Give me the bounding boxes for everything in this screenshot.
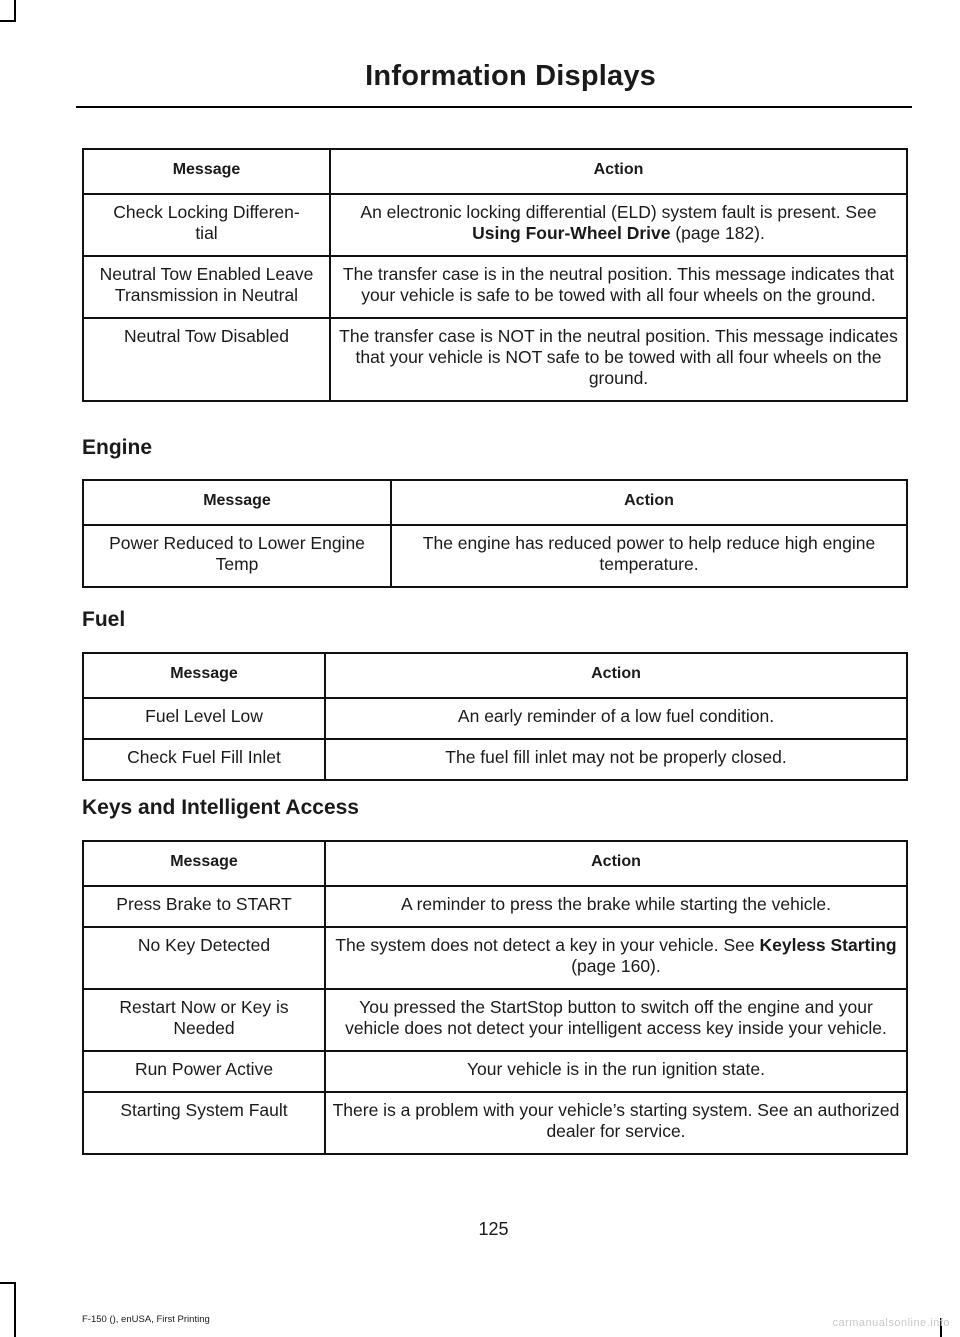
section-heading-keys: Keys and Intelligent Access [82, 796, 359, 819]
action-cell: There is a problem with your vehicle’s starting system. See an authorized dealer for service. [325, 1092, 907, 1154]
crop-mark-top-left-h [0, 20, 16, 22]
page-number: 125 [478, 1219, 509, 1239]
message-table-keys [82, 840, 908, 1155]
table-row [83, 194, 907, 256]
message-cell: Power Reduced to Lower Engine Temp [83, 525, 391, 587]
table-row [83, 698, 907, 739]
action-cell: An early reminder of a low fuel condition. [325, 698, 907, 739]
action-cell: The engine has reduced power to help reduce high engine temperature. [391, 525, 907, 587]
message-table-four-wheel-drive [82, 148, 908, 402]
table-header-row [83, 480, 907, 525]
action-cell: A reminder to press the brake while starting the vehicle. [325, 886, 907, 927]
table-row [83, 525, 907, 587]
crop-mark-top-left-v [14, 0, 16, 22]
message-table-fuel [82, 652, 908, 781]
column-header-message: Message [83, 149, 330, 194]
cross-reference-link[interactable]: Using Four-Wheel Drive [472, 223, 671, 243]
action-cell: The transfer case is NOT in the neutral position. This message indicates that your vehicle is NOT safe to be towed with all four wheels on the ground. [330, 318, 907, 401]
table-row [83, 256, 907, 318]
column-header-message: Message [83, 841, 325, 886]
column-header-action: Action [330, 149, 907, 194]
page-reference: (page 160). [571, 956, 661, 976]
table-row [83, 739, 907, 780]
crop-mark-bottom-left-v [14, 1282, 16, 1337]
table-header-row [83, 653, 907, 698]
column-header-message: Message [83, 480, 391, 525]
edition-label: F-150 (), enUSA, First Printing [82, 1314, 210, 1325]
message-table-engine [82, 479, 908, 588]
crop-mark-bottom-left-h [0, 1282, 16, 1284]
table-row [83, 927, 907, 989]
action-text: An electronic locking differential (ELD) system fault is present. See [360, 202, 877, 222]
message-cell: Restart Now or Key is Needed [83, 989, 325, 1051]
column-header-message: Message [83, 653, 325, 698]
table-row [83, 989, 907, 1051]
table-header-row [83, 841, 907, 886]
action-cell: You pressed the StartStop button to switch off the engine and your vehicle does not detect your intelligent access key inside your vehicle. [325, 989, 907, 1051]
action-text: The system does not detect a key in your vehicle. See [335, 935, 760, 955]
action-cell: The transfer case is in the neutral position. This message indicates that your vehicle is safe to be towed with all four wheels on the ground. [330, 256, 907, 318]
action-cell [330, 194, 907, 256]
action-cell [325, 927, 907, 989]
table-row [83, 1051, 907, 1092]
message-cell: Fuel Level Low [83, 698, 325, 739]
message-cell [83, 194, 330, 256]
page-title: Information Displays [365, 60, 656, 92]
column-header-action: Action [391, 480, 907, 525]
action-cell: Your vehicle is in the run ignition state. [325, 1051, 907, 1092]
table-row [83, 318, 907, 401]
message-cell: No Key Detected [83, 927, 325, 989]
table-header-row [83, 149, 907, 194]
cross-reference-link[interactable]: Keyless Starting [759, 935, 897, 955]
message-cell: Starting System Fault [83, 1092, 325, 1154]
message-cell: Press Brake to START [83, 886, 325, 927]
table-row [83, 886, 907, 927]
section-heading-fuel: Fuel [82, 608, 126, 631]
column-header-action: Action [325, 841, 907, 886]
column-header-action: Action [325, 653, 907, 698]
page-reference: (page 182). [670, 223, 765, 243]
section-heading-engine: Engine [82, 436, 153, 459]
header-divider [76, 106, 912, 108]
message-cell: Run Power Active [83, 1051, 325, 1092]
table-row [83, 1092, 907, 1154]
message-cell: Neutral Tow Disabled [83, 318, 330, 401]
watermark: carmanualsonline.info [832, 1317, 950, 1329]
message-cell: Neutral Tow Enabled Leave Transmission in Neutral [83, 256, 330, 318]
message-text: Check Locking Differen- tial [113, 202, 300, 243]
message-cell: Check Fuel Fill Inlet [83, 739, 325, 780]
action-cell: The fuel fill inlet may not be properly closed. [325, 739, 907, 780]
